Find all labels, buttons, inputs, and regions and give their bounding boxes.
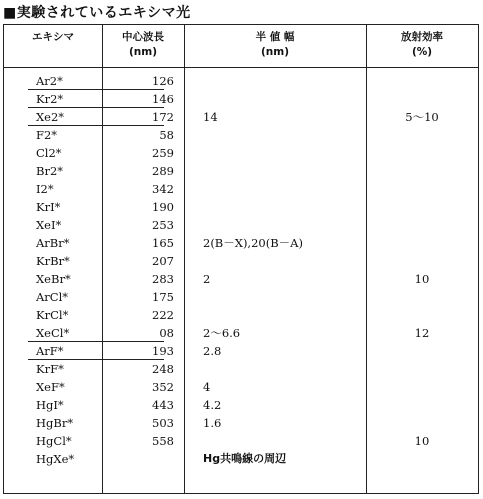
header-efficiency-unit: (%) — [411, 46, 433, 58]
radiation-efficiency: 12 — [414, 326, 430, 340]
header-halfwidth-unit: (nm) — [260, 46, 289, 58]
header-halfwidth: 半 値 幅 — [255, 31, 295, 43]
document-title: ■実験されているエキシマ光 — [3, 5, 191, 21]
center-wavelength: 190 — [152, 200, 174, 214]
excimer-name: KrCl* — [36, 308, 69, 322]
center-wavelength: 283 — [152, 272, 174, 286]
center-wavelength: 259 — [152, 146, 174, 160]
center-wavelength: 08 — [159, 326, 174, 340]
center-wavelength: 175 — [152, 290, 174, 304]
excimer-name: XeI* — [36, 218, 62, 232]
radiation-efficiency: 5～10 — [405, 110, 439, 124]
excimer-table — [3, 24, 479, 494]
column-divider — [366, 25, 367, 493]
excimer-name: Cl2* — [36, 146, 62, 160]
center-wavelength: 342 — [152, 182, 174, 196]
excimer-name: XeBr* — [36, 272, 71, 286]
excimer-name: F2* — [36, 128, 58, 142]
excimer-name: KrBr* — [36, 254, 70, 268]
excimer-name: Xe2* — [36, 110, 65, 124]
header-efficiency: 放射効率 — [401, 31, 443, 43]
excimer-name: KrI* — [36, 200, 61, 214]
center-wavelength: 248 — [152, 362, 174, 376]
half-width: 2 — [203, 272, 211, 286]
half-width: 1.6 — [203, 416, 222, 430]
center-wavelength: 289 — [152, 164, 174, 178]
excimer-name: XeF* — [36, 380, 65, 394]
header-wavelength-unit: (nm) — [128, 46, 157, 58]
excimer-name: XeCl* — [36, 326, 70, 340]
excimer-name: Ar2* — [36, 74, 63, 88]
center-wavelength: 172 — [152, 110, 174, 124]
center-wavelength: 558 — [152, 434, 174, 448]
center-wavelength: 58 — [159, 128, 174, 142]
excimer-name: HgBr* — [36, 416, 74, 430]
center-wavelength: 222 — [152, 308, 174, 322]
column-divider — [184, 25, 185, 493]
excimer-name: HgI* — [36, 398, 64, 412]
excimer-name: KrF* — [36, 362, 64, 376]
excimer-name: ArF* — [36, 344, 64, 358]
center-wavelength: 193 — [152, 344, 174, 358]
center-wavelength: 126 — [152, 74, 174, 88]
header-divider — [4, 67, 478, 68]
center-wavelength: 165 — [152, 236, 174, 250]
half-width: 4.2 — [203, 398, 222, 412]
excimer-name: I2* — [36, 182, 54, 196]
half-width: 2(B－X),20(B－A) — [203, 236, 303, 250]
excimer-name: HgXe* — [36, 452, 75, 466]
center-wavelength: 207 — [152, 254, 174, 268]
excimer-name: Kr2* — [36, 92, 64, 106]
header-wavelength: 中心波長 — [122, 31, 164, 43]
half-width: 14 — [203, 110, 218, 124]
center-wavelength: 146 — [152, 92, 174, 106]
center-wavelength: 253 — [152, 218, 174, 232]
center-wavelength: 503 — [152, 416, 174, 430]
excimer-name: Br2* — [36, 164, 64, 178]
center-wavelength: 352 — [152, 380, 174, 394]
excimer-name: HgCl* — [36, 434, 72, 448]
half-width: 2.8 — [203, 344, 222, 358]
radiation-efficiency: 10 — [414, 272, 430, 286]
excimer-name: ArCl* — [36, 290, 69, 304]
radiation-efficiency: 10 — [414, 434, 430, 448]
half-width: Hg共鳴線の周辺 — [203, 452, 287, 465]
excimer-name: ArBr* — [36, 236, 70, 250]
half-width: 2～6.6 — [203, 326, 241, 340]
header-excimer: エキシマ — [32, 31, 74, 43]
column-divider — [102, 25, 103, 493]
half-width: 4 — [203, 380, 211, 394]
center-wavelength: 443 — [152, 398, 174, 412]
